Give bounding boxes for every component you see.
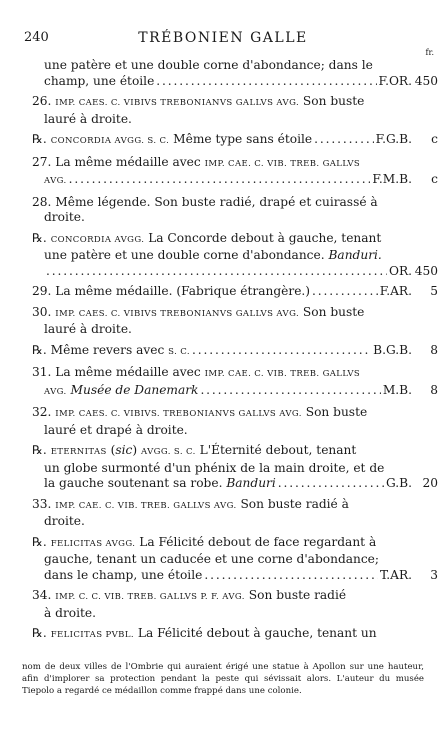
price-value: 8 [430,382,438,397]
catalogue-entry [32,305,412,338]
dot-leader [156,74,376,90]
line-text [32,284,310,300]
text-run: la gauche soutenant sa robe. [44,476,227,490]
line-text [44,210,85,226]
entry-line [32,305,412,323]
text-run: 30. [32,304,56,319]
entry-line [32,132,438,150]
italic-text: sic [115,443,133,457]
catalogue-entry [32,365,438,400]
line-text [32,365,360,383]
catalogue-entry [32,534,438,584]
price-value: c [431,172,438,186]
price-column-heading: fr. [425,48,434,57]
text-run: La Concorde debout à gauche, tenant [144,230,382,245]
entry-line [32,365,412,383]
text-run: 29. La même médaille. (Fabrique étrangère.) [32,284,311,298]
line-text [44,172,67,190]
dot-leader [200,383,380,399]
text-run: dans le champ, une étoile [44,567,203,582]
legend-smallcaps: IMP. CAE. C. VIB. TREB. GALLVS [204,369,361,379]
entry-line [32,195,412,211]
catalogue-entry [32,626,412,644]
price-value: 5 [430,284,438,298]
entry-line [32,172,438,190]
catalogue-entry [32,230,438,280]
entry-line [32,476,438,492]
footnote: nom de deux villes de l'Ombrie qui auraient érigé une statue à Apollon sur une hauteur, afin d'implorer sa protection pendant la peste qui sévissait alors. L'auteur du musée Tiepolo a regardé ce médaillon comme frappé dans une colonie. [22,662,424,696]
line-text [32,405,367,423]
text-run: 28. Même légende. Son buste radié, drapé et cuirassé à [32,194,378,209]
text-run: ( [106,443,116,457]
text-run: 33. [32,496,56,511]
legend-smallcaps: S. C. [168,346,190,357]
catalogue-entry [32,132,438,150]
line-text [44,423,188,439]
text-run: gauche, tenant un caducée et une corne d'abondance; [44,552,380,566]
dot-leader [46,264,387,280]
metal-size-code: F.AR. [379,284,412,298]
text-run: à droite. [44,605,96,620]
text-run: une patère et une double corne d'abondance; dans le [44,58,373,72]
dot-leader [69,172,371,188]
text-run: lauré à droite. [44,322,132,336]
dot-leader [278,476,384,492]
running-header [0,30,446,50]
text-run: ℞. Même revers avec [32,342,169,357]
metal-size-code: F.G.B. [375,132,412,146]
dot-leader [312,284,378,300]
line-text [44,514,85,530]
italic-text: Musée de Danemark [70,382,199,397]
text-run: champ, une étoile [44,73,155,88]
legend-smallcaps: IMP. CAE. C. VIB. TREB. GALLVS [204,158,361,169]
entry-line [32,322,412,338]
entry-line [32,535,412,553]
line-text [32,443,356,461]
line-text [32,588,346,606]
line-text [44,552,379,568]
text-run: 34. [32,588,56,602]
entry-line [32,552,412,568]
line-text [44,461,384,477]
line-text [44,248,382,264]
text-run: ℞. [32,132,51,146]
entry-line [32,423,412,439]
metal-size-code: OR. [388,263,412,278]
legend-smallcaps: IMP. CAES. C. VIBIVS TREBONIANVS GALLVS AVG. [55,98,300,108]
metal-size-code: M.B. [382,382,412,397]
catalogue-entry [32,342,438,361]
text-run: 32. [32,405,56,419]
line-text [44,606,96,622]
text-run: La Félicité debout de face regardant à [135,534,377,549]
line-text [32,343,190,361]
text-run: ℞. [32,443,51,457]
legend-smallcaps: IMP. CAES. C. VIBIVS. TREBONIANVS GALLVS AVG. [55,409,302,419]
text-run: droite. [44,514,85,528]
text-run: 31. La même médaille avec [32,365,205,379]
dot-leader [192,343,371,359]
text-run: Son buste [299,94,365,108]
price-value: 450 [414,73,438,88]
text-run: 26. [32,94,56,108]
text-run: ℞. [32,534,51,549]
legend-smallcaps: AVG. [44,176,67,186]
legend-smallcaps: IMP. CAE. C. VIB. TREB. GALLVS AVG. [55,500,237,511]
entry-line [32,567,438,584]
legend-smallcaps: ETERNITAS [50,447,107,457]
entry-line [32,263,438,280]
line-text [32,195,378,211]
catalogue-entry [32,497,412,530]
metal-size-code: F.OR. [378,73,412,88]
price-value: 3 [430,567,438,582]
legend-smallcaps: CONCORDIA AVGG. S. C. [50,136,170,146]
entry-line [32,284,438,300]
text-run: Même type sans étoile [169,132,313,146]
catalogue-entry [32,94,412,127]
entry-line [32,626,412,644]
italic-text: Banduri. [328,248,382,262]
line-text [44,58,373,74]
line-text [44,74,154,90]
line-text [32,94,364,112]
line-text [44,383,198,401]
legend-smallcaps: CONCORDIA AVGG. [50,234,145,245]
text-run: ℞. [32,230,51,245]
legend-smallcaps: FELICITAS AVGG. [50,538,136,549]
entry-line [32,443,412,461]
text-run: Son buste [299,304,365,319]
line-text [44,568,202,584]
line-text [44,322,132,338]
text-run: lauré à droite. [44,111,132,126]
price-value: c [431,132,438,146]
legend-smallcaps: AVGG. S. C. [141,447,196,457]
line-text [32,305,364,323]
entry-line [32,342,438,361]
dot-leader [204,568,378,584]
legend-smallcaps: AVG. [44,386,67,397]
metal-size-code: B.G.B. [373,342,412,357]
entry-line [32,231,412,249]
price-value: 8 [430,342,438,357]
italic-text: Banduri [226,476,276,490]
metal-size-code: G.B. [385,476,412,490]
entry-line [32,382,438,401]
entry-line [32,112,412,128]
catalogue-entry [32,405,412,438]
dot-leader [314,132,373,148]
entry-line [32,588,412,606]
text-run: ℞. [32,626,51,640]
entry-line [32,497,412,515]
text-run: Son buste radié à [236,496,349,511]
text-run: Son buste radié [244,588,347,602]
text-run: un globe surmonté d'un phénix de la main droite, et de [44,460,385,475]
line-text [32,626,377,644]
catalogue-entry [32,284,438,300]
text-run: une patère et une double corne d'abondance. [44,248,329,262]
line-text [44,112,132,128]
text-run: La Félicité debout à gauche, tenant un [133,626,377,640]
line-text [32,231,381,249]
legend-smallcaps: IMP. C. C. VIB. TREB. GALLVS P. F. AVG. [55,592,245,602]
text-run: Son buste [301,405,368,419]
text-run: droite. [44,210,85,224]
entry-line [32,94,412,112]
entry-line [32,248,412,264]
line-text [32,132,312,150]
entry-line [32,155,412,173]
entry-line [32,606,412,622]
legend-smallcaps: IMP. CAES. C. VIBIVS TREBONIANVS GALLVS AVG. [55,308,300,319]
entry-line [32,58,412,74]
price-value: 20 [422,476,438,490]
legend-smallcaps: FELICITAS PVBL. [50,630,134,640]
line-text [32,535,376,553]
catalogue-entry [32,195,412,226]
text-run: L'Éternité debout, tenant [195,443,357,457]
line-text [44,476,276,492]
text-run: ) [132,443,141,457]
price-value: 450 [414,263,438,278]
metal-size-code: T.AR. [379,567,412,582]
entry-line [32,73,438,90]
running-title: TRÉBONIEN GALLE [138,30,308,46]
text-run: 27. La même médaille avec [32,154,205,169]
line-text [32,155,360,173]
catalogue-entry [32,443,438,492]
entry-line [32,514,412,530]
catalogue-entries [32,58,438,649]
catalogue-entry [32,588,412,621]
metal-size-code: F.M.B. [372,172,412,186]
catalogue-entry [32,58,438,89]
entry-line [32,461,412,477]
catalogue-entry [32,154,438,190]
text-run: lauré et drapé à droite. [44,422,188,437]
page-number: 240 [24,30,49,45]
entry-line [32,405,412,423]
entry-line [32,210,412,226]
line-text [32,497,349,515]
